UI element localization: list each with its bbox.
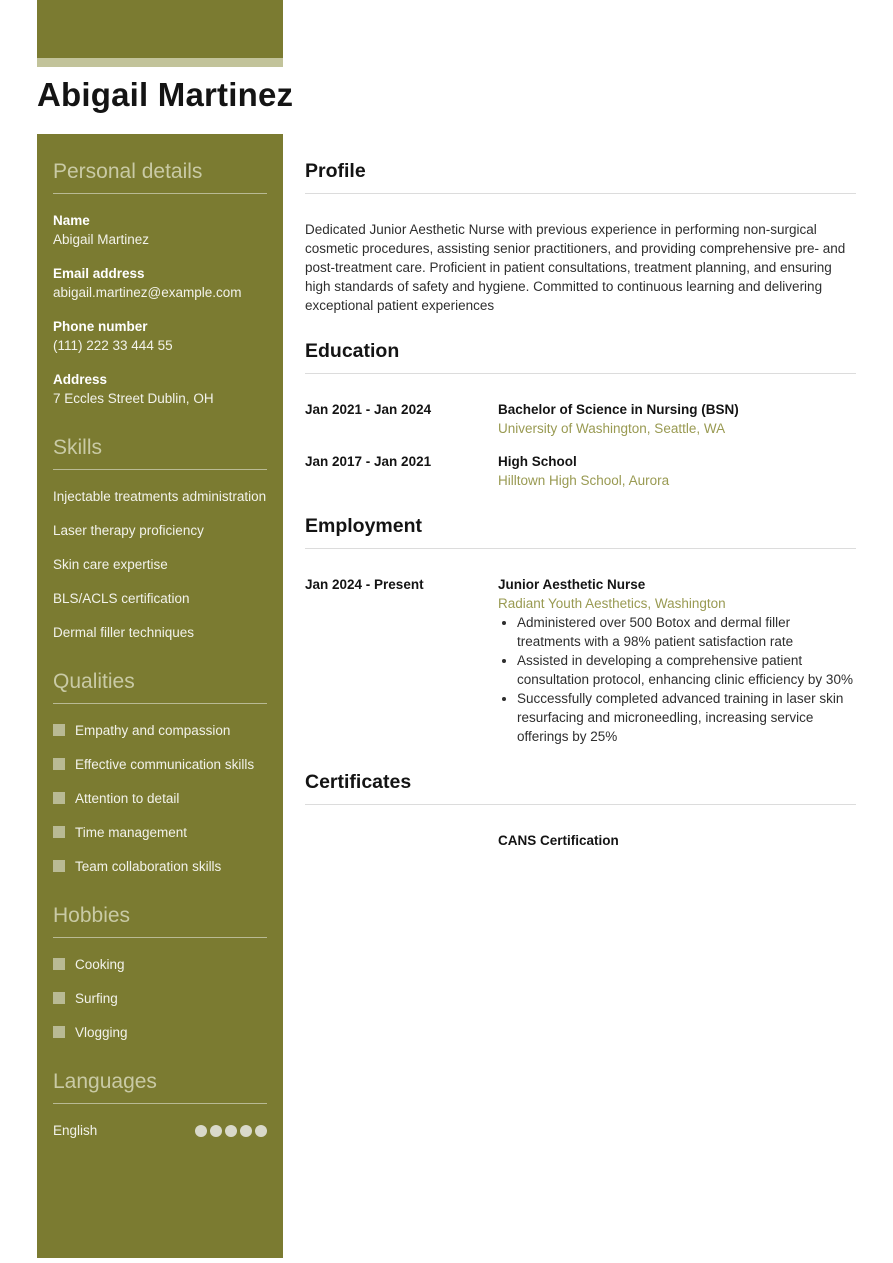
profile-text: Dedicated Junior Aesthetic Nurse with previous experience in performing non-surgical cosmetic procedures, assisting senior practitioners, and providing comprehensive pre- and post-treatment care. Proficient in patient consultations, treatment planning, and ensuring high standards of safety and hygiene. Committed to continuous learning and delivering exceptional patient experiences	[305, 222, 846, 313]
quality-item	[53, 857, 267, 876]
quality-label: Effective communication skills	[75, 757, 255, 772]
quality-label: Team collaboration skills	[75, 859, 222, 874]
entry-dates: Jan 2024 - Present	[305, 577, 424, 592]
language-level-dot-icon	[210, 1125, 222, 1137]
quality-label: Attention to detail	[75, 791, 180, 806]
entry-dates	[305, 831, 498, 850]
quality-item	[53, 789, 267, 808]
square-bullet-icon	[53, 1026, 65, 1038]
personal-field-email	[53, 264, 267, 302]
personal-field-name	[53, 211, 267, 249]
quality-item	[53, 721, 267, 740]
hobbies-heading: Hobbies	[53, 904, 267, 938]
quality-item	[53, 755, 267, 774]
quality-label: Empathy and compassion	[75, 723, 231, 738]
language-row	[53, 1121, 267, 1140]
photo-accent-strip	[37, 58, 283, 67]
square-bullet-icon	[53, 860, 65, 872]
skill-item: Laser therapy proficiency	[53, 523, 204, 538]
certificate-title: CANS Certification	[498, 833, 619, 848]
field-label: Address	[53, 372, 108, 387]
photo-placeholder	[37, 0, 283, 58]
page-title: Abigail Martinez	[37, 76, 294, 113]
entry-dates: Jan 2021 - Jan 2024	[305, 402, 432, 417]
field-value: 7 Eccles Street Dublin, OH	[53, 391, 214, 406]
language-name: English	[53, 1123, 98, 1138]
personal-details-section	[53, 160, 267, 408]
qualities-heading: Qualities	[53, 670, 267, 704]
square-bullet-icon	[53, 758, 65, 770]
personal-field-phone	[53, 317, 267, 355]
hobby-item	[53, 1023, 267, 1042]
employment-bullet: • Administered over 500 Botox and dermal filler treatments with a 98% patient satisfaction rate	[517, 613, 856, 651]
field-label: Phone number	[53, 319, 148, 334]
employment-bullet-list	[498, 613, 856, 746]
field-value: abigail.martinez@example.com	[53, 285, 242, 300]
certificates-section	[305, 771, 856, 850]
certificates-heading: Certificates	[305, 771, 856, 805]
square-bullet-icon	[53, 792, 65, 804]
entry-institution: University of Washington, Seattle, WA	[498, 421, 726, 436]
skills-heading: Skills	[53, 436, 267, 470]
hobby-item	[53, 989, 267, 1008]
profile-section	[305, 160, 856, 315]
sidebar	[37, 134, 283, 1258]
language-level-dot-icon	[240, 1125, 252, 1137]
skill-item: Injectable treatments administration	[53, 489, 267, 504]
employment-section	[305, 515, 856, 746]
square-bullet-icon	[53, 724, 65, 736]
language-level-indicator	[195, 1125, 267, 1137]
skill-item: Dermal filler techniques	[53, 625, 195, 640]
entry-title: Junior Aesthetic Nurse	[498, 577, 646, 592]
skill-item: Skin care expertise	[53, 557, 168, 572]
entry-employer: Radiant Youth Aesthetics, Washington	[498, 596, 726, 611]
language-level-dot-icon	[195, 1125, 207, 1137]
language-level-dot-icon	[255, 1125, 267, 1137]
education-entry	[305, 400, 856, 438]
field-label: Name	[53, 213, 90, 228]
square-bullet-icon	[53, 958, 65, 970]
certificate-entry	[305, 831, 856, 850]
hobby-label: Cooking	[75, 957, 125, 972]
employment-bullet: • Successfully completed advanced training in laser skin resurfacing and microneedling, increasing service offerings by 25%	[517, 689, 856, 746]
hobby-label: Surfing	[75, 991, 118, 1006]
skill-item: BLS/ACLS certification	[53, 591, 190, 606]
education-section	[305, 340, 856, 490]
qualities-section	[53, 670, 267, 876]
languages-heading: Languages	[53, 1070, 267, 1104]
education-entry	[305, 452, 856, 490]
field-value: Abigail Martinez	[53, 232, 150, 247]
profile-heading: Profile	[305, 160, 856, 194]
skills-section	[53, 436, 267, 642]
personal-field-address	[53, 370, 267, 408]
field-label: Email address	[53, 266, 145, 281]
employment-entry	[305, 575, 856, 746]
entry-title: Bachelor of Science in Nursing (BSN)	[498, 402, 739, 417]
quality-item	[53, 823, 267, 842]
field-value: (111) 222 33 444 55	[53, 338, 173, 353]
entry-dates: Jan 2017 - Jan 2021	[305, 454, 432, 469]
personal-details-heading: Personal details	[53, 160, 267, 194]
language-level-dot-icon	[225, 1125, 237, 1137]
employment-bullet: • Assisted in developing a comprehensive patient consultation protocol, enhancing clinic efficiency by 30%	[517, 651, 856, 689]
education-heading: Education	[305, 340, 856, 374]
entry-title: High School	[498, 454, 577, 469]
languages-section	[53, 1070, 267, 1140]
square-bullet-icon	[53, 992, 65, 1004]
hobbies-section	[53, 904, 267, 1042]
hobby-label: Vlogging	[75, 1025, 128, 1040]
entry-institution: Hilltown High School, Aurora	[498, 473, 670, 488]
main-content	[305, 160, 856, 875]
employment-heading: Employment	[305, 515, 856, 549]
square-bullet-icon	[53, 826, 65, 838]
quality-label: Time management	[75, 825, 188, 840]
hobby-item	[53, 955, 267, 974]
